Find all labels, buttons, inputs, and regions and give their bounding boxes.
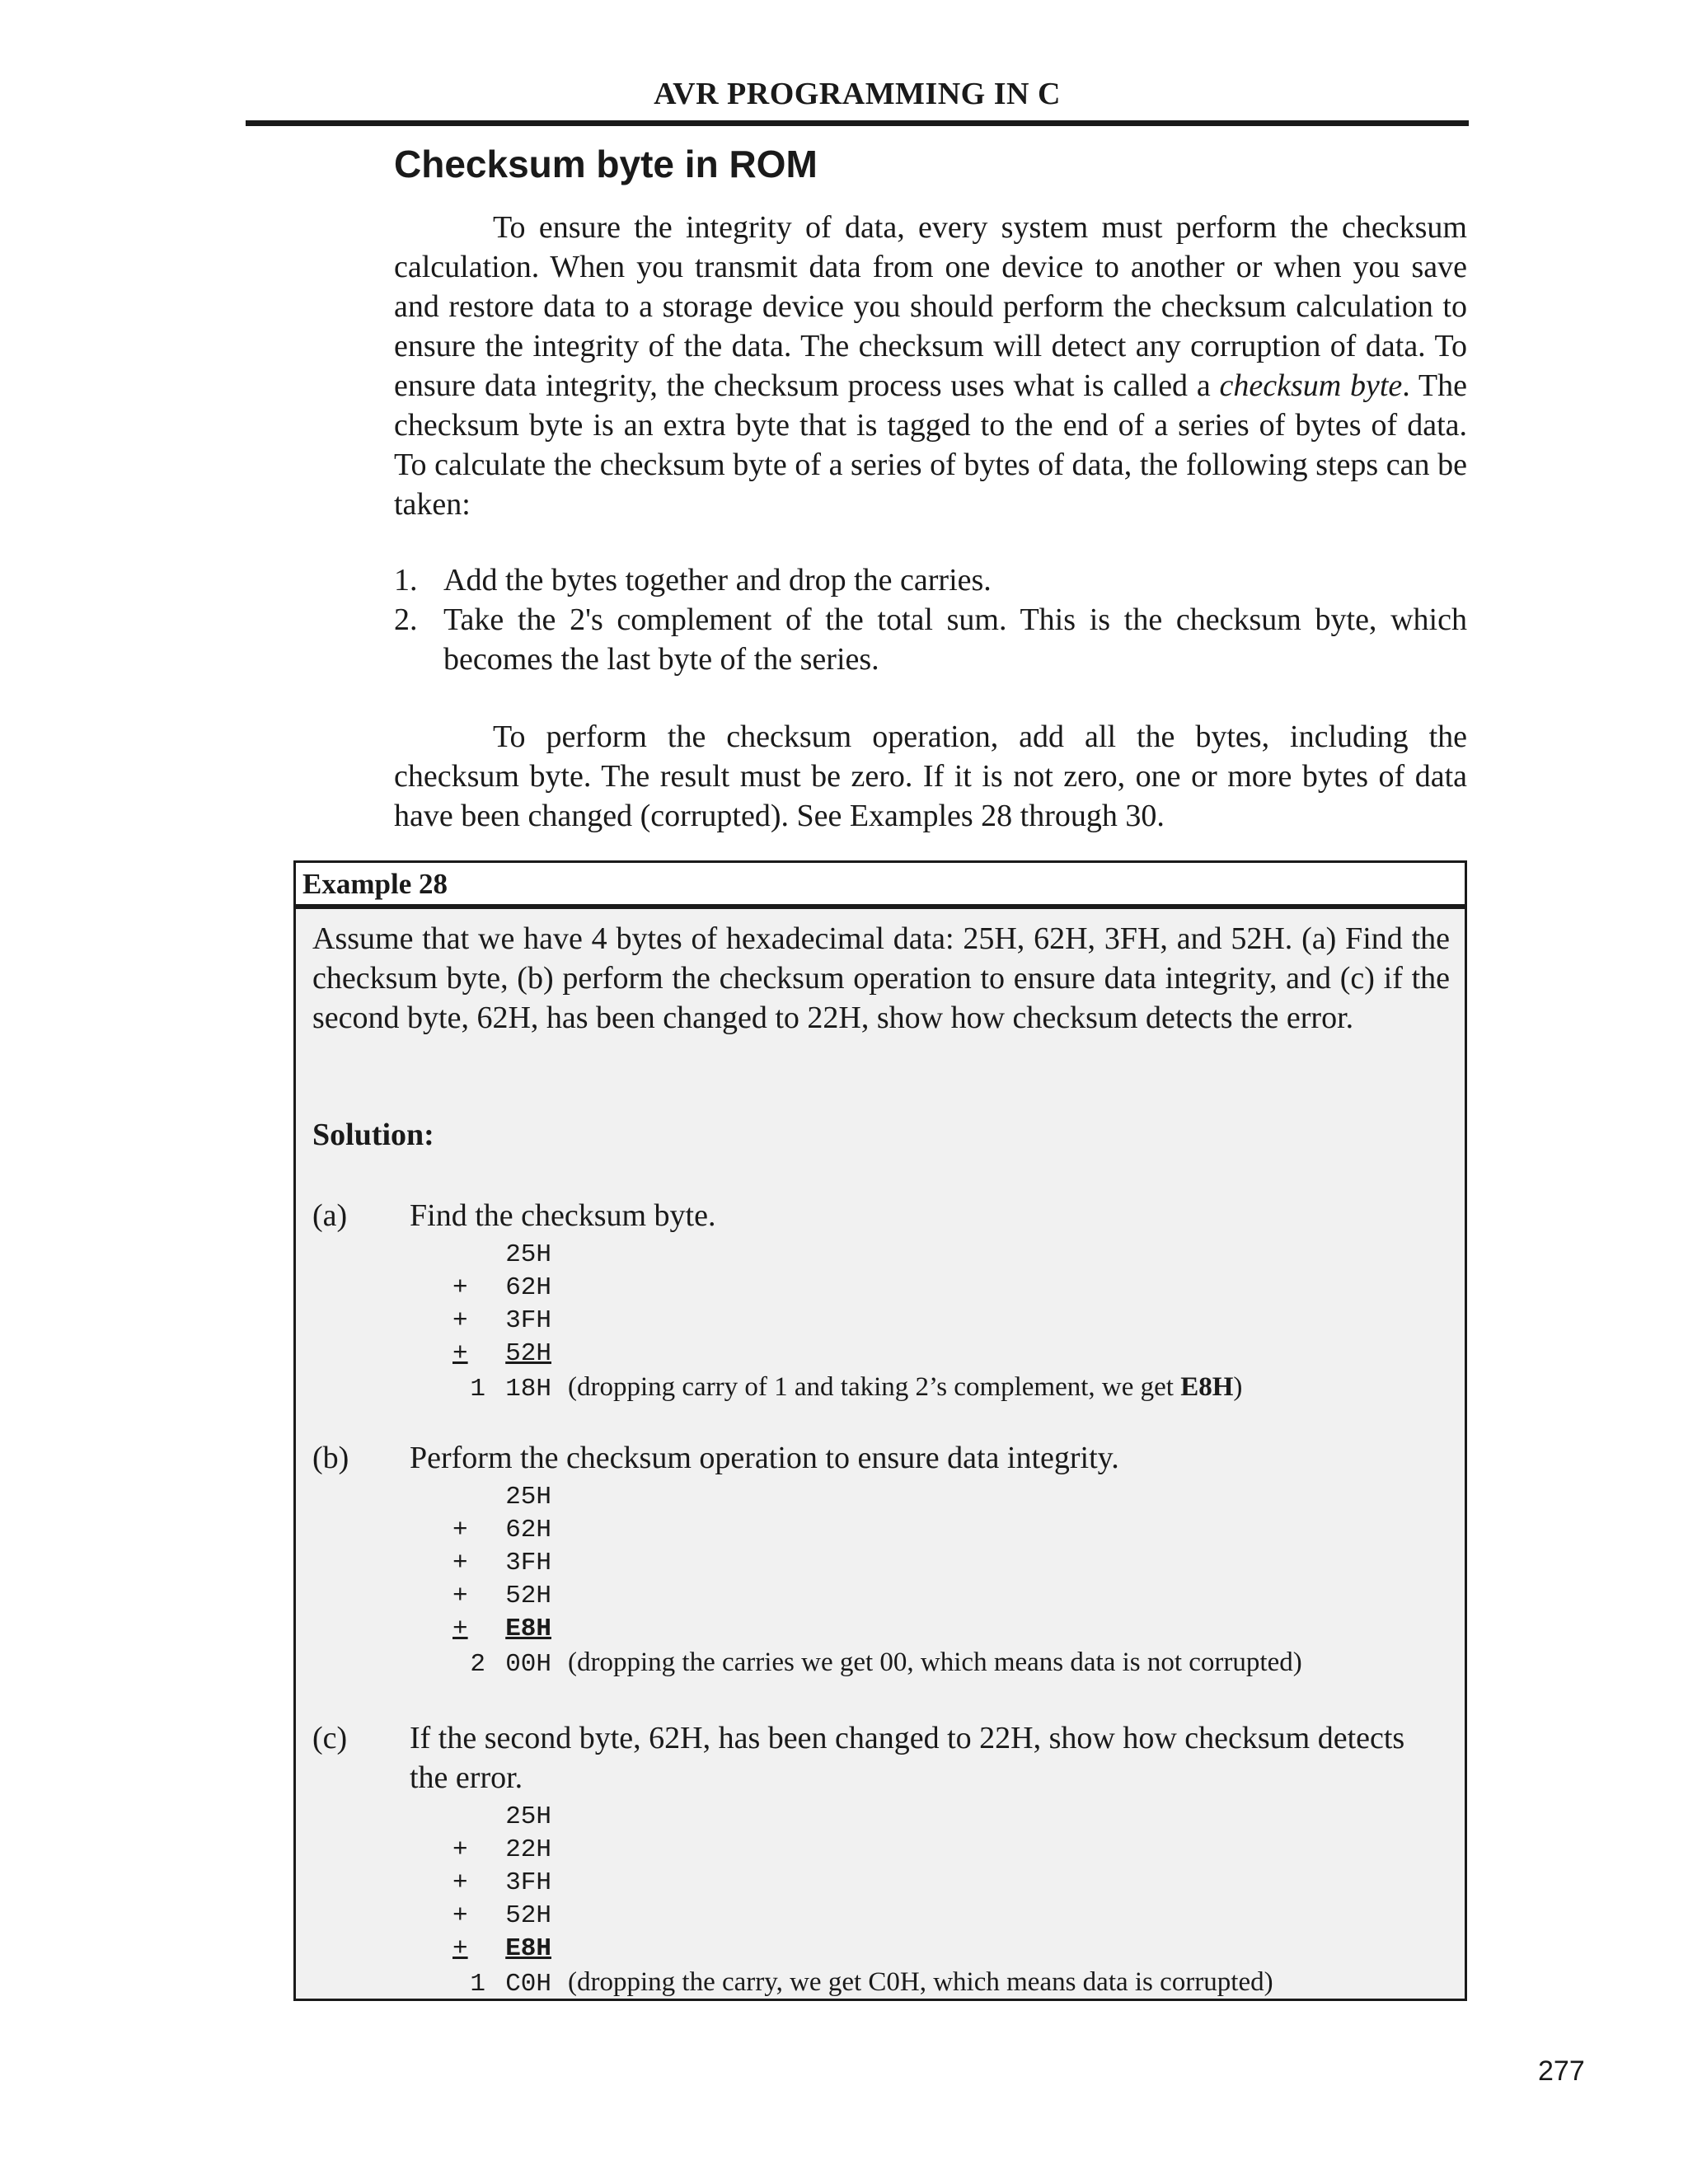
plus-sign: + bbox=[452, 1901, 468, 1930]
intro-paragraph-part-a: To ensure the integrity of data, every system must perform the checksum calculation. When you transmit data from one device to another or when you save and restore data to a storage device you should perform the checksum calculation to ensure the integrity of the data. The checksum will detect any corruption of data. To ensure data integrity, the checksum process uses what is called a bbox=[394, 210, 1467, 403]
addend-row bbox=[452, 1801, 1273, 1834]
result-note: (dropping the carry, we get C0H, which means data is corrupted) bbox=[568, 1967, 1273, 1997]
step-text: Take the 2's complement of the total sum. This is the checksum byte, which becomes the last byte of the series. bbox=[443, 602, 1467, 677]
addition-calculation bbox=[452, 1481, 1302, 1679]
part-label: (a) bbox=[312, 1198, 348, 1233]
addition-calculation bbox=[452, 1239, 1242, 1404]
sum-value: C0H bbox=[505, 1970, 551, 1999]
checksum-addend-value: E8H bbox=[505, 1615, 551, 1643]
plus-sign: + bbox=[452, 1615, 468, 1643]
addend-row bbox=[452, 1547, 1302, 1580]
addend-value: 3FH bbox=[505, 1868, 551, 1897]
addend-row bbox=[452, 1239, 1242, 1272]
sum-value: 18H bbox=[505, 1375, 551, 1404]
result-note: (dropping carry of 1 and taking 2’s complement, we get E8H) bbox=[568, 1372, 1243, 1402]
addend-row bbox=[452, 1900, 1273, 1933]
carry-value: 2 bbox=[470, 1650, 485, 1679]
addend-value: 25H bbox=[505, 1802, 551, 1831]
addition-calculation bbox=[452, 1801, 1273, 1999]
addend-row bbox=[452, 1933, 1273, 1966]
addend-value: 62H bbox=[505, 1516, 551, 1544]
intro-paragraph-part-b: . The checksum byte is an extra byte that is tagged to the end of a series of bytes of data. To calculate the checksum byte of a series of bytes of data, the following steps can be taken: bbox=[394, 368, 1467, 522]
addend-value: 62H bbox=[505, 1273, 551, 1302]
addend-value: 25H bbox=[505, 1483, 551, 1511]
addend-row bbox=[452, 1481, 1302, 1514]
sum-row bbox=[452, 1371, 1242, 1404]
addend-value: 3FH bbox=[505, 1306, 551, 1335]
checksum-addend-value: E8H bbox=[505, 1934, 551, 1963]
plus-sign: + bbox=[452, 1934, 468, 1963]
part-title: If the second byte, 62H, has been changed to 22H, show how checksum detects the error. bbox=[410, 1721, 1405, 1795]
checksum-operation-paragraph: To perform the checksum operation, add all the bytes, including the checksum byte. The result must be zero. If it is not zero, one or more bytes of data have been changed (corrupted). See Examples 28 through 30. bbox=[394, 719, 1467, 833]
addend-row bbox=[452, 1613, 1302, 1646]
addend-row bbox=[452, 1834, 1273, 1867]
addend-value: 22H bbox=[505, 1835, 551, 1864]
addend-row bbox=[452, 1338, 1242, 1371]
plus-sign: + bbox=[452, 1516, 468, 1544]
part-title: Find the checksum byte. bbox=[410, 1198, 716, 1233]
part-label: (b) bbox=[312, 1441, 349, 1475]
addend-value: 3FH bbox=[505, 1549, 551, 1577]
addend-value: 52H bbox=[505, 1582, 551, 1610]
sum-row bbox=[452, 1966, 1273, 1999]
solution-label: Solution: bbox=[312, 1118, 434, 1152]
checksum-result: E8H bbox=[1180, 1372, 1234, 1402]
page-number: 277 bbox=[1538, 2055, 1585, 2087]
intro-paragraph bbox=[394, 208, 1467, 524]
sum-value: 00H bbox=[505, 1650, 551, 1679]
addend-value: 52H bbox=[505, 1901, 551, 1930]
step-number: 1. bbox=[394, 563, 418, 598]
list-item bbox=[394, 600, 1467, 679]
addend-row bbox=[452, 1867, 1273, 1900]
result-note: (dropping the carries we get 00, which means data is not corrupted) bbox=[568, 1647, 1302, 1677]
addend-row bbox=[452, 1305, 1242, 1338]
plus-sign: + bbox=[452, 1549, 468, 1577]
example-statement: Assume that we have 4 bytes of hexadecimal data: 25H, 62H, 3FH, and 52H. (a) Find the checksum byte, (b) perform the checksum operation to ensure data integrity, and (c) if the second byte, 62H, has been changed to 22H, show how checksum detects the error. bbox=[312, 921, 1450, 1035]
part-label: (c) bbox=[312, 1721, 348, 1755]
plus-sign: + bbox=[452, 1273, 468, 1302]
carry-value: 1 bbox=[470, 1375, 485, 1404]
plus-sign: + bbox=[452, 1306, 468, 1335]
sum-row bbox=[452, 1646, 1302, 1679]
addend-value: 52H bbox=[505, 1339, 551, 1368]
plus-sign: + bbox=[452, 1868, 468, 1897]
example-content bbox=[312, 919, 1450, 1999]
example-box bbox=[293, 860, 1467, 2001]
running-head: AVR PROGRAMMING IN C bbox=[654, 77, 1061, 111]
list-item bbox=[394, 560, 1467, 600]
addend-row bbox=[452, 1514, 1302, 1547]
part-title: Perform the checksum operation to ensure data integrity. bbox=[410, 1441, 1119, 1475]
step-number: 2. bbox=[394, 602, 418, 637]
header-rule bbox=[246, 120, 1469, 126]
example-title: Example 28 bbox=[296, 863, 1465, 909]
addend-row bbox=[452, 1580, 1302, 1613]
section-title: Checksum byte in ROM bbox=[394, 143, 818, 185]
addend-row bbox=[452, 1272, 1242, 1305]
step-text: Add the bytes together and drop the carries. bbox=[443, 563, 992, 598]
plus-sign: + bbox=[452, 1582, 468, 1610]
checksum-steps-list bbox=[394, 560, 1467, 679]
checksum-byte-term: checksum byte bbox=[1219, 368, 1403, 403]
carry-value: 1 bbox=[470, 1970, 485, 1999]
plus-sign: + bbox=[452, 1835, 468, 1864]
addend-value: 25H bbox=[505, 1240, 551, 1269]
plus-sign: + bbox=[452, 1339, 468, 1368]
